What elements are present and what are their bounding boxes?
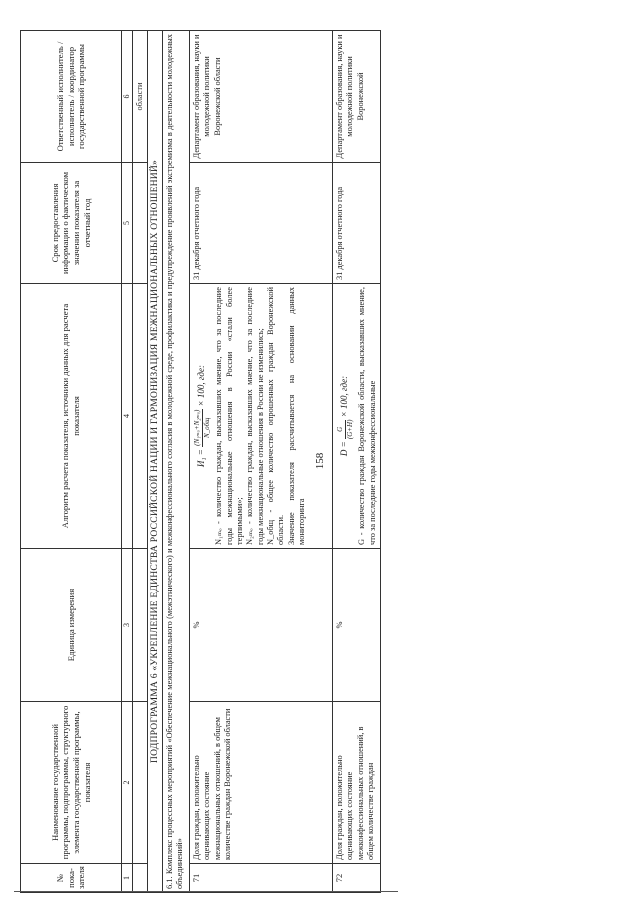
blank-cell bbox=[132, 864, 147, 893]
formula-denominator: (G+H) bbox=[345, 419, 354, 440]
indicator-unit: % bbox=[190, 549, 333, 702]
subprogram-row bbox=[148, 31, 163, 893]
formula bbox=[336, 287, 354, 545]
header-algorithm: Алгоритм расчета показателя, источники данных для расчета показателя bbox=[21, 284, 122, 549]
algorithm-line: N₂ₘₒ - количество граждан, высказавших мнение, что за последние годы межнациональные отношения в России не изменились; bbox=[245, 287, 265, 545]
blank-cell bbox=[132, 549, 147, 702]
indicator-executor: Департамент образования, науки и молодежной политики Воронежской области bbox=[190, 31, 333, 163]
formula-denominator: N_общ bbox=[202, 417, 211, 438]
formula-lhs: D = bbox=[339, 441, 350, 457]
blank-cell bbox=[132, 163, 147, 284]
indicator-deadline: 31 декабря отчетного года bbox=[333, 163, 381, 284]
header-unit: Единица измерения bbox=[21, 549, 122, 702]
page-number: 158 bbox=[314, 452, 326, 470]
formula bbox=[193, 287, 211, 545]
complex-title: 6.1. Комплекс процессных мероприятий «Обеспечение межнационального (межэтнического) и межконфессионального согласия в молодежной среде, профилактика и предупреждение проявлений экстремизма в деятельности молодежных объединений» bbox=[163, 31, 190, 893]
formula-tail: × 100, где: bbox=[339, 375, 350, 418]
blank-cell bbox=[132, 702, 147, 864]
header-executor: Ответственный исполнитель / исполнитель / координатор государственной программы bbox=[21, 31, 122, 163]
formula-fraction bbox=[193, 409, 211, 447]
column-number: 6 bbox=[122, 31, 133, 163]
header-number: № пока-зателя bbox=[21, 864, 122, 893]
header-deadline: Срок предоставления информации о фактическом значении показателя за отчетный год bbox=[21, 163, 122, 284]
algorithm-line: Значение показателя рассчитывается на основании данных мониторинга bbox=[286, 287, 306, 545]
footer-rule bbox=[14, 891, 398, 892]
blank-cell bbox=[132, 284, 147, 549]
formula-numerator: (N₁ₘₒ+N₂ₘₒ) bbox=[193, 409, 202, 446]
column-number: 2 bbox=[122, 702, 133, 864]
rotated-page-content bbox=[20, 11, 377, 893]
indicator-name: Доля граждан, положительно оценивающих состояние межконфессиональных отношений, в общем количестве граждан bbox=[333, 702, 381, 864]
column-number-row bbox=[122, 31, 133, 893]
formula-numerator: G bbox=[336, 420, 346, 440]
algorithm-line: N_общ - общее количество опрошенных граждан Воронежской области. bbox=[266, 287, 286, 545]
table-row bbox=[190, 31, 333, 893]
header-name: Наименование государственной программы, подпрограммы, структурного элемента государственной программы, показателя bbox=[21, 702, 122, 864]
continuation-text: области bbox=[132, 31, 147, 163]
column-number: 1 bbox=[122, 864, 133, 893]
formula-lhs: И₁ = bbox=[196, 449, 207, 468]
algorithm-line: N₁ₘₒ - количество граждан, высказавших мнение, что за последние годы межнациональные отношения в России «стали более терпимыми»; bbox=[214, 287, 245, 545]
indicator-algorithm bbox=[333, 284, 381, 549]
continuation-row bbox=[132, 31, 147, 893]
indicator-number: 72 bbox=[333, 864, 381, 893]
indicator-executor: Департамент образования, науки и молодежной политики Воронежской bbox=[333, 31, 381, 163]
complex-row bbox=[163, 31, 190, 893]
indicator-unit: % bbox=[333, 549, 381, 702]
column-number: 5 bbox=[122, 163, 133, 284]
table-row bbox=[333, 31, 381, 893]
indicator-table bbox=[20, 30, 381, 893]
column-number: 3 bbox=[122, 549, 133, 702]
formula-fraction bbox=[336, 420, 354, 440]
indicator-deadline: 31 декабря отчетного года bbox=[190, 163, 333, 284]
algorithm-line: G - количество граждан Воронежской области, высказавших мнение, что за последние годы межконфессиональные bbox=[357, 287, 377, 545]
column-number: 4 bbox=[122, 284, 133, 549]
indicator-algorithm bbox=[190, 284, 333, 549]
header-row bbox=[21, 31, 122, 893]
indicator-name: Доля граждан, положительно оценивающих состояние межнациональных отношений, в общем количестве граждан Воронежской области bbox=[190, 702, 333, 864]
formula-tail: × 100, где: bbox=[196, 364, 207, 407]
indicator-number: 71 bbox=[190, 864, 333, 893]
subprogram-title: ПОДПРОГРАММА 6 «УКРЕПЛЕНИЕ ЕДИНСТВА РОССИЙСКОЙ НАЦИИ И ГАРМОНИЗАЦИЯ МЕЖНАЦИОНАЛЬНЫХ ОТНОШЕНИЙ» bbox=[148, 31, 163, 893]
